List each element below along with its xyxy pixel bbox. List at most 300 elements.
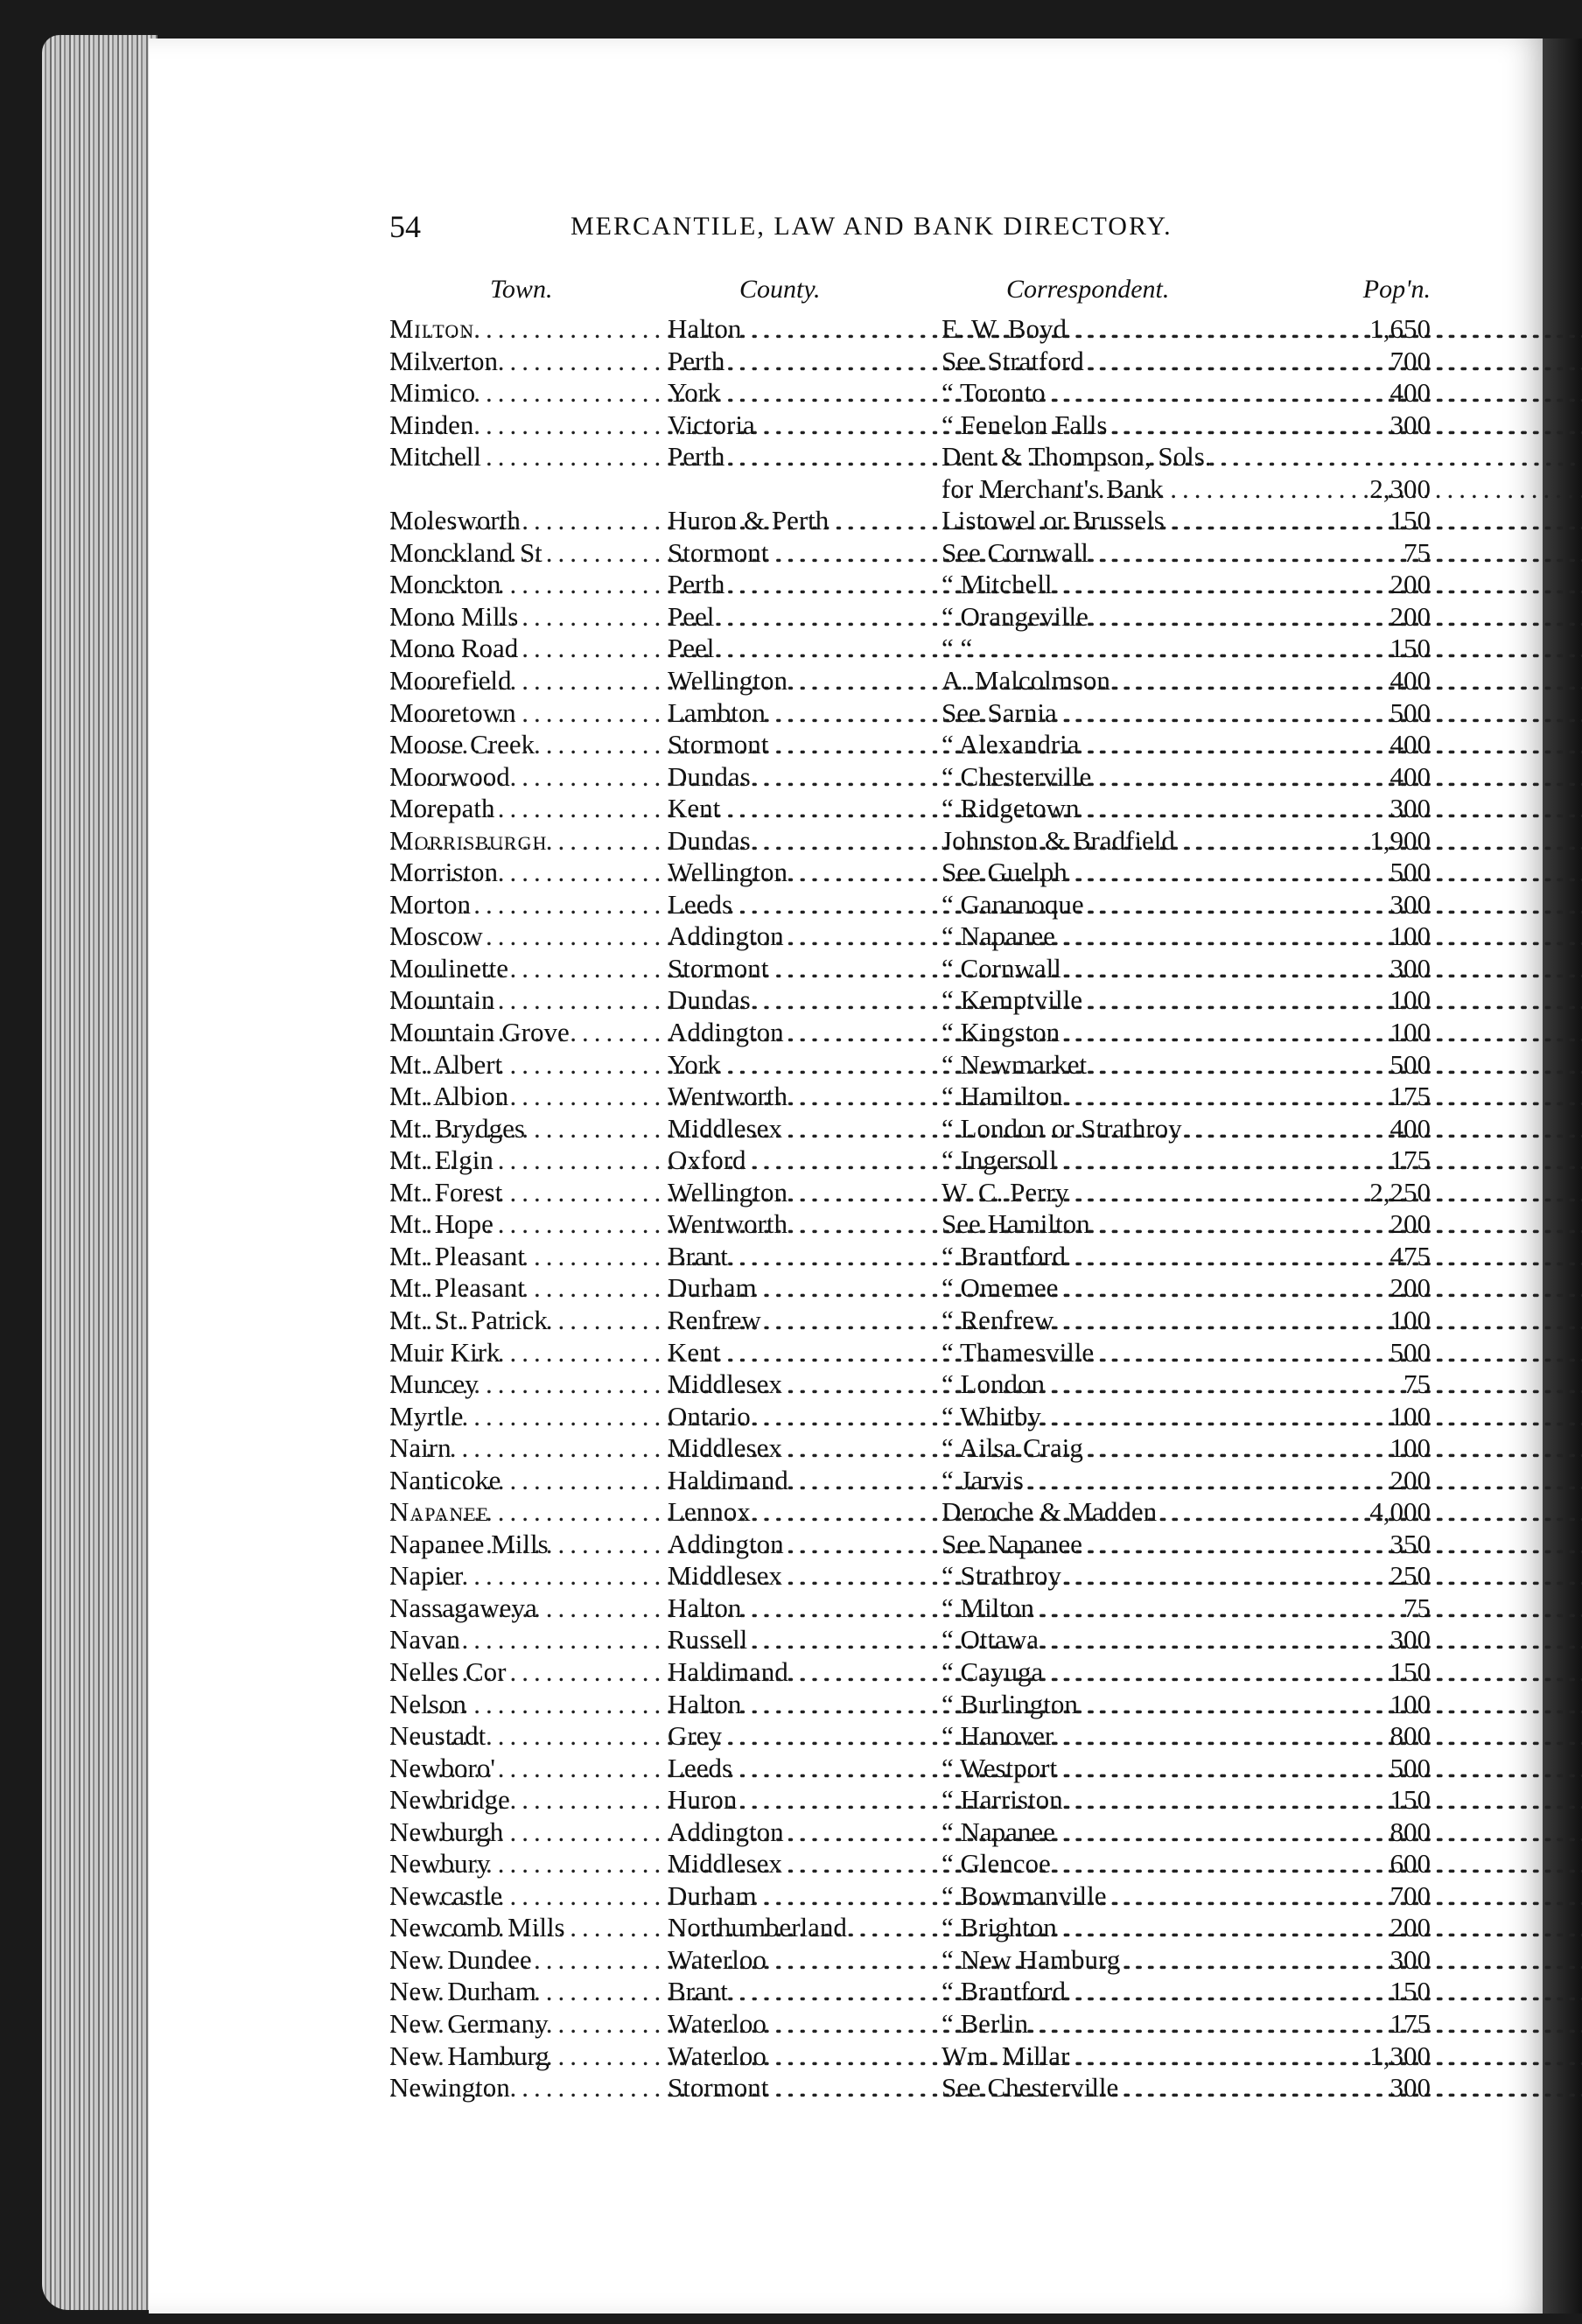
correspondent-name: “ Alexandria — [942, 729, 1080, 760]
correspondent-name: “ Toronto — [942, 377, 1046, 409]
directory-row — [389, 1401, 1431, 1433]
town-name: Mono Road — [389, 633, 519, 664]
county-name: Peel — [668, 633, 715, 664]
correspondent-name: A. Malcolmson — [942, 665, 1110, 696]
town-name: Mimico — [389, 377, 476, 409]
county-name: Haldimand — [668, 1656, 788, 1687]
directory-row — [389, 633, 1431, 665]
leader-dots — [942, 697, 1582, 730]
directory-row — [389, 1049, 1431, 1082]
population-value: 300 — [1390, 2072, 1431, 2104]
population-value: 500 — [1390, 857, 1431, 888]
town-name: Mitchell — [389, 441, 482, 472]
correspondent-name: “ Glencoe — [942, 1848, 1051, 1880]
leader-dots — [942, 857, 1582, 889]
town-name: Mt. Elgin — [389, 1144, 494, 1176]
correspondent-name: See Sarnia — [942, 696, 1057, 728]
county-name: Northumberland — [668, 1912, 847, 1943]
leader-dots — [942, 953, 1582, 985]
population-value: 475 — [1390, 1240, 1431, 1271]
town-name: Molesworth — [389, 505, 521, 536]
county-name: Huron & Perth — [668, 505, 830, 536]
population-value: 100 — [1390, 1400, 1431, 1432]
leader-dots — [942, 1784, 1582, 1816]
correspondent-name: Listowel or Brussels — [942, 505, 1165, 536]
leader-dots — [942, 601, 1582, 634]
leader-dots — [942, 2040, 1582, 2073]
correspondent-name: “ London — [942, 1368, 1045, 1400]
town-name: Newcastle — [389, 1880, 503, 1911]
directory-row — [389, 889, 1431, 921]
county-name: Peel — [668, 600, 715, 632]
town-name: Navan — [389, 1624, 460, 1656]
correspondent-name: “ Burlington — [942, 1688, 1078, 1719]
county-name: Waterloo — [668, 2007, 766, 2039]
county-name: Waterloo — [668, 2040, 766, 2071]
page-stack-edge — [42, 35, 158, 2310]
leader-dots — [942, 1592, 1582, 1625]
leader-dots — [942, 1081, 1582, 1113]
directory-row — [389, 1848, 1431, 1880]
population-value: 1,900 — [1369, 824, 1431, 856]
town-name: Mountain — [389, 984, 495, 1016]
leader-dots — [942, 313, 1582, 346]
county-name: Perth — [668, 441, 725, 472]
leader-dots — [942, 1337, 1582, 1369]
population-value: 75 — [1404, 1592, 1431, 1623]
town-name: Milton — [389, 313, 475, 344]
population-value: 250 — [1390, 1560, 1431, 1592]
correspondent-name: E. W. Boyd — [942, 313, 1067, 344]
directory-row — [389, 569, 1431, 601]
town-name: Muncey — [389, 1368, 479, 1400]
county-name: Stormont — [668, 2072, 769, 2104]
county-name: Addington — [668, 1017, 784, 1048]
town-name: Morton — [389, 888, 471, 920]
town-name: Moulinette — [389, 952, 509, 984]
population-value: 400 — [1390, 1112, 1431, 1144]
population-value: 100 — [1390, 1688, 1431, 1719]
correspondent-name: “ Napanee — [942, 920, 1055, 952]
leader-dots — [942, 665, 1582, 697]
county-name: Brant — [668, 1976, 728, 2007]
county-name: Addington — [668, 920, 784, 952]
correspondent-name: “ Hanover — [942, 1720, 1054, 1752]
directory-row — [389, 920, 1431, 953]
correspondent-name: “ Strathroy — [942, 1560, 1061, 1592]
directory-row — [389, 505, 1431, 537]
correspondent-name: “ Milton — [942, 1592, 1034, 1623]
town-name: Monckland St — [389, 536, 542, 568]
correspondent-name: “ Bowmanville — [942, 1880, 1107, 1911]
directory-row — [389, 1784, 1431, 1816]
town-name: Newboro' — [389, 1752, 495, 1783]
correspondent-name: “ London or Strathroy — [942, 1112, 1182, 1144]
directory-row — [389, 1529, 1431, 1561]
population-value: 150 — [1390, 633, 1431, 664]
population-value: 175 — [1390, 1081, 1431, 1112]
correspondent-name: “ Hamilton — [942, 1081, 1063, 1112]
leader-dots — [942, 505, 1582, 537]
county-name: Addington — [668, 1528, 784, 1559]
town-name: New Durham — [389, 1976, 536, 2007]
population-value: 175 — [1390, 2007, 1431, 2039]
town-name: Morriston — [389, 857, 498, 888]
directory-row — [389, 1753, 1431, 1785]
population-value: 300 — [1390, 1624, 1431, 1656]
correspondent-name: “ Orangeville — [942, 600, 1088, 632]
correspondent-name: “ Newmarket — [942, 1048, 1088, 1080]
leader-dots — [942, 377, 1582, 410]
town-name: Monckton — [389, 569, 501, 600]
leader-dots — [942, 1624, 1582, 1656]
town-name: Mt. Albion — [389, 1081, 509, 1112]
leader-dots — [942, 1689, 1582, 1721]
population-value: 400 — [1390, 377, 1431, 409]
population-value: 200 — [1390, 600, 1431, 632]
directory-row — [389, 1081, 1431, 1113]
leader-dots — [942, 793, 1582, 825]
population-value: 150 — [1390, 1656, 1431, 1687]
directory-row — [389, 761, 1431, 794]
directory-row — [389, 1337, 1431, 1369]
population-value: 75 — [1404, 536, 1431, 568]
town-name: Mt. Pleasant — [389, 1272, 525, 1304]
population-value: 2,250 — [1369, 1176, 1431, 1208]
county-name: Durham — [668, 1272, 757, 1304]
correspondent-name: “ Napanee — [942, 1816, 1055, 1847]
county-name: Wentworth — [668, 1208, 788, 1240]
directory-row — [389, 1656, 1431, 1689]
town-name: Morepath — [389, 793, 495, 824]
correspondent-name: “ Whitby — [942, 1400, 1041, 1432]
directory-row — [389, 1880, 1431, 1913]
county-name: Halton — [668, 1688, 742, 1719]
town-name: Mt. Albert — [389, 1048, 503, 1080]
county-name: Middlesex — [668, 1112, 782, 1144]
correspondent-name: “ Mitchell — [942, 569, 1053, 600]
population-value: 75 — [1404, 1368, 1431, 1400]
town-name: New Dundee — [389, 1943, 532, 1975]
county-name: York — [668, 377, 721, 409]
county-name: Halton — [668, 1592, 742, 1623]
directory-row — [389, 1816, 1431, 1849]
population-value: 800 — [1390, 1816, 1431, 1847]
directory-row — [389, 1944, 1431, 1977]
directory-row — [389, 1272, 1431, 1305]
population-value: 500 — [1390, 1048, 1431, 1080]
leader-dots — [942, 825, 1582, 858]
town-name: Nanticoke — [389, 1464, 501, 1495]
directory-row — [389, 793, 1431, 825]
population-value: 2,300 — [1369, 472, 1431, 504]
county-name: Wellington — [668, 1176, 788, 1208]
town-name: Milverton — [389, 345, 498, 376]
population-value: 200 — [1390, 1464, 1431, 1495]
county-name: Dundas — [668, 984, 751, 1016]
leader-dots — [942, 2008, 1582, 2040]
directory-row — [389, 1976, 1431, 2008]
county-name: Kent — [668, 1336, 721, 1368]
town-name: Mono Mills — [389, 600, 519, 632]
correspondent-name: “ Ingersoll — [942, 1144, 1057, 1176]
population-value: 350 — [1390, 1528, 1431, 1559]
population-value: 300 — [1390, 793, 1431, 824]
leader-dots — [942, 920, 1582, 953]
directory-list — [389, 313, 1431, 2104]
leader-dots — [942, 1113, 1582, 1145]
leader-dots — [942, 1976, 1582, 2008]
leader-dots — [942, 1912, 1582, 1944]
county-name: Victoria — [668, 409, 755, 440]
correspondent-name: “ Kingston — [942, 1017, 1060, 1048]
town-name: Moorefield — [389, 665, 512, 696]
leader-dots — [942, 2072, 1582, 2104]
county-name: Lennox — [668, 1496, 751, 1528]
correspondent-name: “ Kemptville — [942, 984, 1082, 1016]
county-name: York — [668, 1048, 721, 1080]
county-name: Russell — [668, 1624, 748, 1656]
correspondent-name: “ Brantford — [942, 1976, 1067, 2007]
correspondent-name: See Chesterville — [942, 2072, 1119, 2104]
correspondent-name: “ Cornwall — [942, 952, 1061, 984]
town-name: Newington — [389, 2072, 510, 2104]
correspondent-name: “ New Hamburg — [942, 1943, 1121, 1975]
correspondent-name: “ Brighton — [942, 1912, 1057, 1943]
town-name: Mt. St. Patrick — [389, 1304, 548, 1335]
correspondent-name: W. C. Perry — [942, 1176, 1069, 1208]
correspondent-name: “ Westport — [942, 1752, 1058, 1783]
directory-row — [389, 984, 1431, 1017]
town-name: Napanee Mills — [389, 1528, 549, 1559]
directory-row — [389, 313, 1431, 346]
town-name: Mountain Grove — [389, 1017, 570, 1048]
correspondent-name: “ Omemee — [942, 1272, 1059, 1304]
town-name: New Germany — [389, 2007, 549, 2039]
population-value: 600 — [1390, 1848, 1431, 1880]
population-value: 400 — [1390, 760, 1431, 792]
page-number: 54 — [389, 209, 421, 244]
correspondent-name: Johnston & Bradfield — [942, 824, 1175, 856]
column-headers — [389, 275, 1431, 310]
column-header-town: Town. — [490, 275, 553, 304]
directory-row — [389, 601, 1431, 634]
county-name: Stormont — [668, 729, 769, 760]
leader-dots — [942, 1880, 1582, 1913]
correspondent-name: See Guelph — [942, 857, 1068, 888]
correspondent-name: Deroche & Madden — [942, 1496, 1158, 1528]
correspondent-name: See Stratford — [942, 345, 1084, 376]
leader-dots — [942, 410, 1582, 442]
directory-row — [389, 1113, 1431, 1145]
leader-dots — [942, 1272, 1582, 1305]
county-name: Huron — [668, 1784, 738, 1816]
population-value: 100 — [1390, 1432, 1431, 1464]
correspondent-name: “ Ottawa — [942, 1624, 1040, 1656]
population-value: 100 — [1390, 984, 1431, 1016]
town-name: Moorwood — [389, 760, 510, 792]
leader-dots — [942, 761, 1582, 794]
directory-row — [389, 537, 1431, 570]
correspondent-name: “ “ — [942, 633, 973, 664]
town-name: Nairn — [389, 1432, 452, 1464]
county-name: Lambton — [668, 696, 766, 728]
leader-dots — [942, 1305, 1582, 1337]
directory-row — [389, 410, 1431, 442]
leader-dots — [942, 1496, 1582, 1529]
population-value: 150 — [1390, 1784, 1431, 1816]
directory-row — [389, 1496, 1431, 1529]
population-value: 800 — [1390, 1720, 1431, 1752]
county-name: Wellington — [668, 665, 788, 696]
directory-row — [389, 1144, 1431, 1177]
town-name: Newburgh — [389, 1816, 504, 1847]
correspondent-detail: for Merchant's Bank — [942, 472, 1164, 504]
town-name: Moose Creek — [389, 729, 536, 760]
county-name: Wentworth — [668, 1081, 788, 1112]
county-name: Middlesex — [668, 1560, 782, 1592]
population-value: 100 — [1390, 920, 1431, 952]
county-name: Dundas — [668, 760, 751, 792]
directory-row — [389, 825, 1431, 858]
county-name: Kent — [668, 793, 721, 824]
column-header-correspondent: Correspondent. — [1006, 275, 1170, 304]
directory-row — [389, 1241, 1431, 1273]
column-header-population: Pop'n. — [1362, 275, 1431, 304]
directory-row — [389, 857, 1431, 889]
population-value: 200 — [1390, 1912, 1431, 1943]
town-name: Mt. Hope — [389, 1208, 494, 1240]
population-value: 200 — [1390, 1272, 1431, 1304]
population-value: 300 — [1390, 952, 1431, 984]
town-name: Mooretown — [389, 696, 516, 728]
population-value: 100 — [1390, 1017, 1431, 1048]
population-value: 100 — [1390, 1304, 1431, 1335]
directory-row — [389, 2040, 1431, 2073]
directory-row — [389, 1368, 1431, 1401]
county-name: Leeds — [668, 888, 733, 920]
town-name: Mt. Forest — [389, 1176, 503, 1208]
county-name: Perth — [668, 345, 725, 376]
directory-row — [389, 1177, 1431, 1209]
leader-dots — [942, 1465, 1582, 1497]
town-name: Minden — [389, 409, 474, 440]
leader-dots — [942, 729, 1582, 761]
leader-dots — [942, 569, 1582, 601]
town-name: Nelson — [389, 1688, 466, 1719]
leader-dots — [942, 1144, 1582, 1177]
leader-dots — [942, 1017, 1582, 1049]
town-name: Mt. Brydges — [389, 1112, 525, 1144]
correspondent-name: Dent & Thompson, Sols. — [942, 441, 1212, 472]
leader-dots — [942, 633, 1582, 665]
leader-dots — [942, 346, 1582, 378]
county-name: Stormont — [668, 952, 769, 984]
leader-dots — [942, 1529, 1582, 1561]
town-name: Newbridge — [389, 1784, 510, 1816]
leader-dots — [942, 1208, 1582, 1241]
county-name: Middlesex — [668, 1368, 782, 1400]
correspondent-name: “ Thamesville — [942, 1336, 1095, 1368]
population-value: 400 — [1390, 665, 1431, 696]
correspondent-name: “ Ridgetown — [942, 793, 1080, 824]
correspondent-name: See Napanee — [942, 1528, 1082, 1559]
population-value: 500 — [1390, 1752, 1431, 1783]
town-name: Myrtle — [389, 1400, 464, 1432]
county-name: Stormont — [668, 536, 769, 568]
correspondent-name: “ Jarvis — [942, 1464, 1024, 1495]
county-name: Ontario — [668, 1400, 751, 1432]
directory-row — [389, 2072, 1431, 2104]
population-value: 400 — [1390, 729, 1431, 760]
population-value: 700 — [1390, 1880, 1431, 1911]
correspondent-name: Wm. Millar — [942, 2040, 1070, 2071]
directory-row — [389, 1912, 1431, 1944]
town-name: Morrisburgh — [389, 824, 548, 856]
directory-row — [389, 1624, 1431, 1656]
leader-dots — [942, 984, 1582, 1017]
correspondent-name: “ Harriston — [942, 1784, 1063, 1816]
population-value: 200 — [1390, 569, 1431, 600]
correspondent-name: “ Renfrew — [942, 1304, 1054, 1335]
directory-row — [389, 665, 1431, 697]
population-value: 300 — [1390, 1943, 1431, 1975]
directory-row — [389, 1592, 1431, 1625]
county-name: Oxford — [668, 1144, 746, 1176]
county-name: Dundas — [668, 824, 751, 856]
correspondent-name: See Hamilton — [942, 1208, 1090, 1240]
correspondent-name: See Cornwall — [942, 536, 1088, 568]
directory-row — [389, 1017, 1431, 1049]
directory-row — [389, 1432, 1431, 1465]
leader-dots — [942, 1944, 1582, 1977]
population-value: 300 — [1390, 409, 1431, 440]
leader-dots — [942, 1848, 1582, 1880]
leader-dots — [942, 1241, 1582, 1273]
county-name: Middlesex — [668, 1432, 782, 1464]
directory-row — [389, 2008, 1431, 2040]
leader-dots — [942, 1177, 1582, 1209]
directory-row — [389, 697, 1431, 730]
county-name: Renfrew — [668, 1304, 761, 1335]
town-name: Neustadt — [389, 1720, 486, 1752]
leader-dots — [942, 1432, 1582, 1465]
leader-dots — [942, 1753, 1582, 1785]
directory-row — [389, 1560, 1431, 1592]
population-value: 175 — [1390, 1144, 1431, 1176]
town-name: Napanee — [389, 1496, 490, 1528]
county-name: Grey — [668, 1720, 722, 1752]
directory-row — [389, 1689, 1431, 1721]
leader-dots — [942, 1816, 1582, 1849]
town-name: Moscow — [389, 920, 483, 952]
column-header-county: County. — [739, 275, 821, 304]
leader-dots — [942, 1560, 1582, 1592]
leader-dots — [942, 537, 1582, 570]
directory-row — [389, 1305, 1431, 1337]
leader-dots — [942, 1368, 1582, 1401]
population-value: 4,000 — [1369, 1496, 1431, 1528]
correspondent-name: “ Chesterville — [942, 760, 1092, 792]
directory-row — [389, 377, 1431, 410]
population-value: 500 — [1390, 696, 1431, 728]
directory-row — [389, 1208, 1431, 1241]
population-value: 150 — [1390, 1976, 1431, 2007]
population-value: 150 — [1390, 505, 1431, 536]
correspondent-name: “ Brantford — [942, 1240, 1067, 1271]
population-value: 1,300 — [1369, 2040, 1431, 2071]
population-value: 500 — [1390, 1336, 1431, 1368]
